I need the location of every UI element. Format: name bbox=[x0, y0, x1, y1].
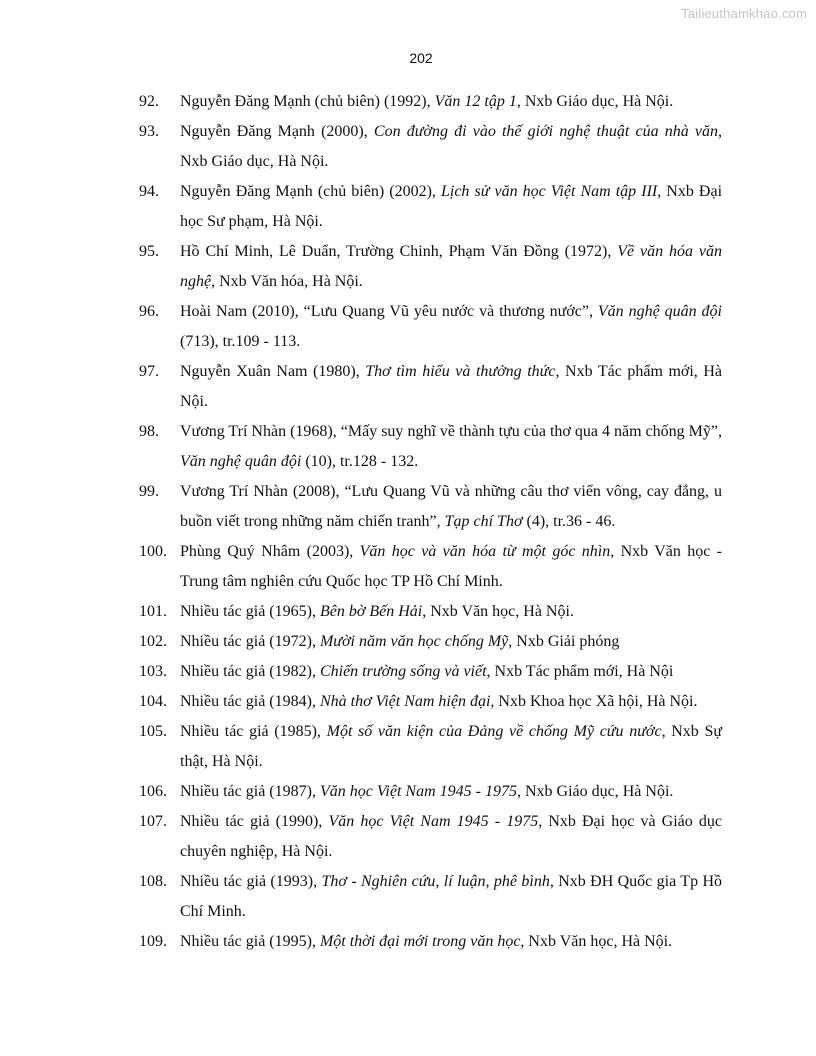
reference-publisher: Nxb Giáo dục, Hà Nội. bbox=[180, 153, 329, 170]
reference-authors: Nguyễn Đăng Mạnh (chủ biên) (2002), bbox=[180, 183, 441, 200]
reference-title: Mười năm văn học chống Mỹ bbox=[319, 633, 509, 650]
reference-authors: Nhiều tác giả (1985), bbox=[180, 723, 327, 740]
reference-list bbox=[139, 87, 722, 957]
reference-authors: Nguyễn Xuân Nam (1980), bbox=[180, 363, 366, 380]
reference-publisher: (4), tr.36 - 46. bbox=[522, 513, 616, 530]
reference-publisher: , Nxb Tác phẩm mới, Hà Nội bbox=[486, 663, 674, 680]
reference-item bbox=[139, 537, 722, 597]
reference-title: Về văn hóa văn nghệ bbox=[180, 243, 722, 290]
reference-publisher: , Nxb Đại học Sư phạm, Hà Nội. bbox=[180, 183, 723, 230]
reference-publisher: , Nxb Giáo dục, Hà Nội. bbox=[516, 93, 674, 110]
reference-item bbox=[139, 627, 722, 657]
reference-publisher: , Nxb Văn học, Hà Nội. bbox=[520, 933, 673, 950]
reference-authors: Nhiều tác giả (1965), bbox=[180, 603, 320, 620]
reference-item bbox=[139, 657, 722, 687]
reference-publisher: , Nxb Giáo dục, Hà Nội. bbox=[516, 783, 674, 800]
reference-number: 101. bbox=[139, 603, 167, 620]
reference-number: 98. bbox=[139, 423, 159, 440]
reference-title: Văn học Việt Nam 1945 - 1975 bbox=[319, 783, 517, 800]
reference-publisher: , Nxb Sự thật, Hà Nội. bbox=[180, 723, 723, 770]
reference-publisher: , Nxb Khoa học Xã hội, Hà Nội. bbox=[490, 693, 698, 710]
reference-title: Thơ tìm hiểu và thưởng thức bbox=[365, 363, 556, 380]
reference-number: 99. bbox=[139, 483, 159, 500]
reference-title: Văn học Việt Nam 1945 - 1975 bbox=[328, 813, 539, 830]
reference-authors: Nhiều tác giả (1972), bbox=[180, 633, 320, 650]
reference-number: 102. bbox=[139, 633, 167, 650]
reference-item bbox=[139, 177, 722, 237]
reference-publisher: , Nxb Văn hóa, Hà Nội. bbox=[211, 273, 363, 290]
reference-number: 97. bbox=[139, 363, 159, 380]
reference-title: Nhà thơ Việt Nam hiện đại bbox=[319, 693, 491, 710]
reference-authors: Nhiều tác giả (1993), bbox=[180, 873, 322, 890]
reference-item bbox=[139, 477, 722, 537]
reference-authors: Nhiều tác giả (1984), bbox=[180, 693, 320, 710]
reference-authors: Vương Trí Nhàn (2008), “Lưu Quang Vũ và những câu thơ viển vông, cay đắng, u buồn viết trong những năm chiến tranh”, bbox=[180, 483, 722, 530]
reference-item bbox=[139, 297, 722, 357]
reference-publisher: , Nxb Văn học, Hà Nội. bbox=[422, 603, 574, 620]
reference-authors: Nhiều tác giả (1982), bbox=[180, 663, 320, 680]
reference-number: 104. bbox=[139, 693, 167, 710]
reference-number: 93. bbox=[139, 123, 159, 140]
reference-number: 106. bbox=[139, 783, 167, 800]
reference-title: Một thời đại mới trong văn học bbox=[319, 933, 521, 950]
reference-authors: Vương Trí Nhàn (1968), “Mấy suy nghĩ về thành tựu của thơ qua 4 năm chống Mỹ”, bbox=[180, 423, 722, 440]
reference-authors: Nhiều tác giả (1990), bbox=[180, 813, 329, 830]
reference-title: Văn 12 tập 1 bbox=[434, 93, 517, 110]
reference-item bbox=[139, 777, 722, 807]
reference-authors: Hồ Chí Minh, Lê Duẩn, Trường Chinh, Phạm Văn Đồng (1972), bbox=[180, 243, 618, 260]
reference-publisher: , Nxb Tác phẩm mới, Hà Nội. bbox=[180, 363, 722, 410]
reference-publisher: , Nxb ĐH Quốc gia Tp Hồ Chí Minh. bbox=[180, 873, 723, 920]
reference-authors: Nhiều tác giả (1987), bbox=[180, 783, 320, 800]
reference-item bbox=[139, 87, 722, 117]
reference-title: Lịch sử văn học Việt Nam tập III bbox=[440, 183, 658, 200]
reference-publisher: (10), tr.128 - 132. bbox=[301, 453, 419, 470]
reference-number: 100. bbox=[139, 543, 167, 560]
reference-title: Văn nghệ quân đội bbox=[180, 453, 302, 470]
reference-title: Thơ - Nghiên cứu, lí luận, phê bình bbox=[321, 873, 550, 890]
reference-item bbox=[139, 237, 722, 297]
reference-item bbox=[139, 867, 722, 927]
reference-title: Một số văn kiện của Đảng về chống Mỹ cứu nước bbox=[326, 723, 662, 740]
reference-number: 94. bbox=[139, 183, 159, 200]
reference-title: Chiến trường sống và viết bbox=[319, 663, 487, 680]
reference-number: 107. bbox=[139, 813, 167, 830]
reference-number: 109. bbox=[139, 933, 167, 950]
reference-number: 105. bbox=[139, 723, 167, 740]
reference-authors: Nguyễn Đăng Mạnh (chủ biên) (1992), bbox=[180, 93, 435, 110]
reference-publisher: , Nxb Giải phóng bbox=[508, 633, 620, 650]
reference-publisher: , Nxb Văn học - Trung tâm nghiên cứu Quốc học TP Hồ Chí Minh. bbox=[180, 543, 722, 590]
reference-authors: Phùng Quý Nhâm (2003), bbox=[180, 543, 360, 560]
reference-number: 95. bbox=[139, 243, 159, 260]
reference-title: Văn học và văn hóa từ một góc nhìn bbox=[359, 543, 611, 560]
reference-title: Bên bờ Bến Hải bbox=[319, 603, 423, 620]
reference-title: Con đường đi vào thế giới nghệ thuật của nhà văn, bbox=[373, 123, 723, 140]
reference-number: 96. bbox=[139, 303, 159, 320]
reference-authors: Nhiều tác giả (1995), bbox=[180, 933, 320, 950]
reference-item bbox=[139, 717, 722, 777]
watermark-text: Tailieuthamkhao.com bbox=[681, 6, 807, 21]
reference-item bbox=[139, 417, 722, 477]
reference-title: Tạp chí Thơ bbox=[444, 513, 523, 530]
reference-item bbox=[139, 927, 722, 957]
reference-item bbox=[139, 357, 722, 417]
reference-title: Văn nghệ quân đội bbox=[597, 303, 722, 320]
reference-number: 103. bbox=[139, 663, 167, 680]
reference-publisher: (713), tr.109 - 113. bbox=[180, 333, 301, 350]
reference-item bbox=[139, 117, 722, 177]
reference-authors: Hoài Nam (2010), “Lưu Quang Vũ yêu nước và thương nước”, bbox=[180, 303, 598, 320]
reference-publisher: , Nxb Đại học và Giáo dục chuyên nghiệp, Hà Nội. bbox=[180, 813, 723, 860]
page-number: 202 bbox=[409, 50, 433, 66]
reference-authors: Nguyễn Đăng Mạnh (2000), bbox=[180, 123, 374, 140]
reference-item bbox=[139, 807, 722, 867]
reference-item bbox=[139, 597, 722, 627]
reference-number: 92. bbox=[139, 93, 159, 110]
reference-item bbox=[139, 687, 722, 717]
reference-number: 108. bbox=[139, 873, 167, 890]
